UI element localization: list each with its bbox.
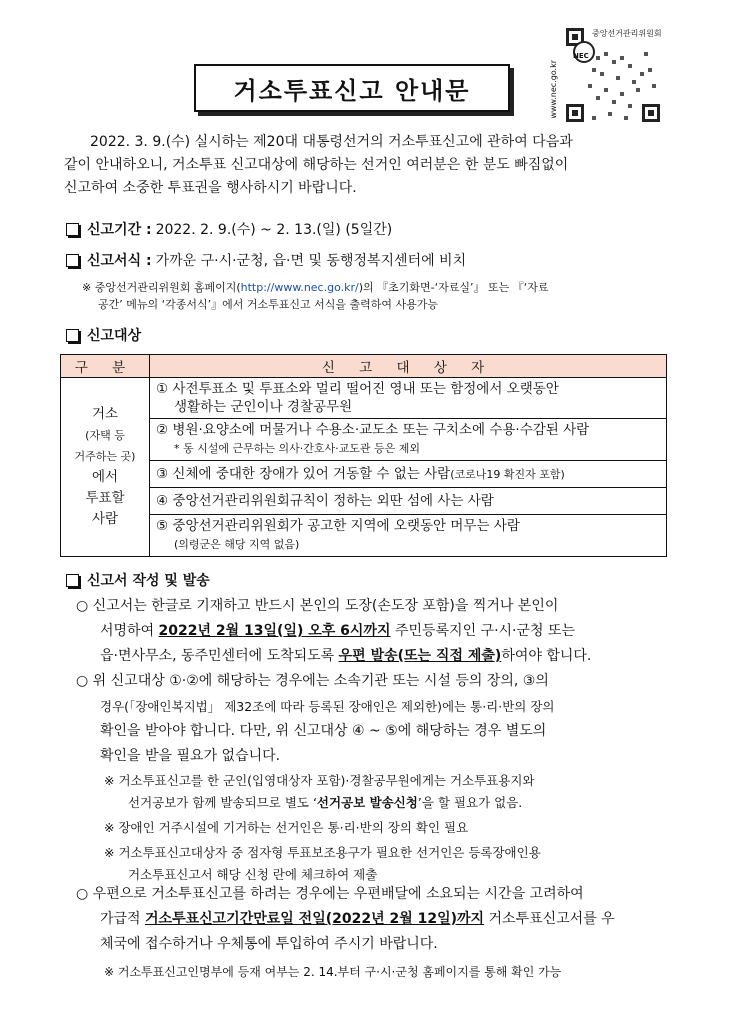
submission-section [66,570,214,590]
submission-label: 신고서 작성 및 발송 [87,573,210,589]
page-title: 거소투표신고 안내문 [194,64,510,112]
targets-section [66,325,145,345]
item-text: 사전투표소 및 투표소와 멀리 떨어진 영내 또는 함정에서 오랫동안 [172,381,559,397]
item-number: ③ [156,465,169,482]
bullet-text: 서명하여 [100,623,159,639]
registry-note: ※ 거소투표신고인명부에 등재 여부는 2. 14.부터 구·시·군청 홈페이지를 통해 확인 가능 [104,965,562,979]
item-number: ① [156,381,169,397]
table-header-target: 신 고 대 상 자 [150,355,667,378]
item-number: ④ [156,493,169,509]
intro-line: 같이 안내하오니, 거소투표 신고대상에 해당하는 선거인 여러분은 한 분도 빠짐없이 [64,157,569,173]
form-note-text: ※ 중앙선거관리위원회 홈페이지( [82,281,241,294]
item-text: 병원·요양소에 머물거나 수용소·교도소 또는 구치소에 수용·수감된 사람 [172,422,590,438]
item-text: 중앙선거관리위원회가 공고한 지역에 오랫동안 머무는 사람 [172,518,520,534]
category-line: 거소 [91,406,119,422]
note-text: ※ 장애인 거주시설에 기거하는 선거인은 통·리·반의 장의 확인 필요 [104,820,469,835]
target-item [150,378,667,419]
note-text: ※ 거소투표신고대상자 중 점자형 투표보조용구가 필요한 선거인은 등록장애인용 [104,845,541,860]
targets-label: 신고대상 [87,328,142,344]
target-item [150,461,667,488]
deadline-text: 2022년 2월 13일(일) 오후 6시까지 [158,623,391,639]
note-text: ’을 할 필요가 없음. [417,795,523,810]
bullet-2 [76,669,676,769]
target-item [150,515,667,557]
category-line: 거주하는 곳) [74,450,136,463]
checkbox-icon [66,254,79,267]
bullet-icon: ○ [76,886,89,902]
bullet-text: 경우(「장애인복지법」 제32조에 따라 등록된 장애인은 제외한)에는 통·리·반의 장의 [100,699,555,714]
form-value: 가까운 구·시·군청, 읍·면 및 동행정복지센터에 비치 [155,253,467,269]
table-header-category: 구 분 [61,355,150,378]
form-section [66,250,466,270]
category-line: 사람 [91,511,119,527]
item-note: (코로나19 확진자 포함) [450,467,565,481]
bullet-text: 체국에 접수하거나 우체통에 투입하여 주시기 바랍니다. [100,936,438,952]
form-note [82,279,672,313]
bullet-icon: ○ [76,673,89,689]
checkbox-icon [66,223,79,236]
item-note: * 동 시설에 근무하는 의사·간호사·교도관 등은 제외 [174,442,420,455]
bullet-text: 신고서는 한글로 기재하고 반드시 본인의 도장(손도장 포함)을 찍거나 본인이 [92,598,559,614]
bullet-1 [76,594,676,669]
period-label: 신고기간 : [87,222,152,238]
bullet-text: 위 신고대상 ①·②에 해당하는 경우에는 소속기관 또는 시설 등의 장의, ③의 [92,673,549,689]
bullet-3 [76,882,676,957]
note-text: ※ 거소투표신고를 한 군인(입영대상자 포함)·경찰공무원에게는 거소투표용지와 [104,773,535,788]
note-text: 선거공보가 함께 발송되므로 별도 ‘ [128,795,317,810]
bullet-text: 우편으로 거소투표신고를 하려는 경우에는 우편배달에 소요되는 시간을 고려하여 [92,886,584,902]
bullet-text: 주민등록지인 구·시·군청 또는 [390,623,576,639]
newsletter-request-text: 선거공보 발송신청 [316,795,418,810]
target-item [150,488,667,515]
item-text: 생활하는 군인이나 경찰공무원 [174,399,353,415]
checkbox-icon [66,329,79,342]
category-line: (자택 등 [85,429,125,442]
site-url: www.nec.go.kr [549,60,558,119]
category-cell [61,378,150,557]
note-text: 거소투표신고서 해당 신청 란에 체크하여 제출 [128,867,378,882]
notes-block [104,770,674,886]
period-section [66,219,392,239]
item-text: 신체에 중대한 장애가 있어 거동할 수 없는 사람 [172,465,451,482]
bullet-text: 가급적 [100,911,146,927]
organization-name: 중앙선거관리위원회 [592,29,662,38]
item-note: (의령군은 해당 지역 없음) [174,538,300,551]
checkbox-icon [66,574,79,587]
item-number: ⑤ [156,518,169,534]
targets-table [60,354,667,557]
period-value: 2022. 2. 9.(수) ~ 2. 13.(일) (5일간) [155,222,393,238]
category-line: 에서 [91,469,119,485]
logo-text: NEC [573,52,589,60]
deadline-text: 거소투표신고기간만료일 전일(2022년 2월 12일)까지 [145,911,485,927]
intro-line: 2022. 3. 9.(수) 실시하는 제20대 대통령선거의 거소투표신고에 관하여 다음과 [90,134,573,150]
category-line: 투표할 [85,490,125,506]
bullet-text: 거소투표신고서를 우 [484,911,615,927]
form-label: 신고서식 : [87,253,152,269]
item-text: 중앙선거관리위원회규칙이 정하는 외딴 섬에 사는 사람 [172,493,494,509]
bullet-text: 하여야 합니다. [501,648,592,664]
form-note-text: )의 『초기화면-‘자료실’』 또는 『‘자료 [358,281,549,294]
intro-line: 신고하여 소중한 투표권을 행사하시기 바랍니다. [64,180,357,196]
bullet-text: 확인을 받을 필요가 없습니다. [100,748,281,764]
bullet-text: 확인을 받아야 합니다. 다만, 위 신고대상 ④ ~ ⑤에 해당하는 경우 별도의 [100,723,547,739]
form-note-text: 공간’ 메뉴의 ‘각종서식’』에서 거소투표신고 서식을 출력하여 사용가능 [98,298,438,311]
bullet-icon: ○ [76,598,89,614]
homepage-link[interactable]: http://www.nec.go.kr/ [240,281,359,294]
item-number: ② [156,422,169,438]
post-method-text: 우편 발송(또는 직접 제출) [338,648,502,664]
target-item [150,419,667,461]
intro-paragraph [64,131,674,200]
bullet-text: 읍·면사무소, 동주민센터에 도착되도록 [100,648,339,664]
